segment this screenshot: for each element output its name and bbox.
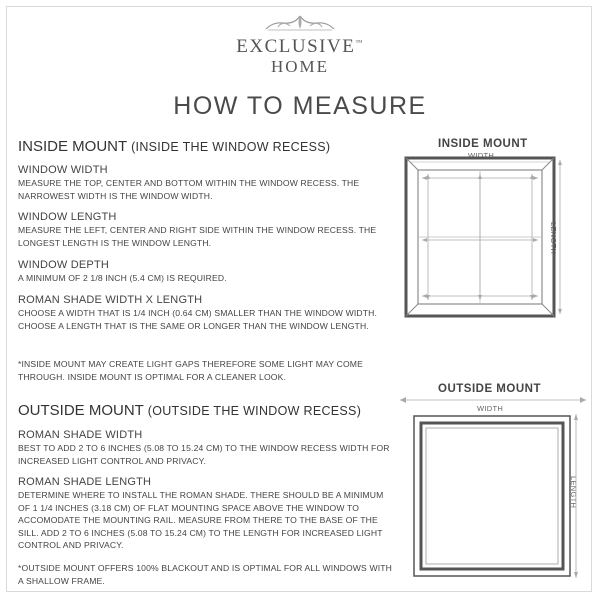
outside-diagram-length-label: LENGTH	[569, 476, 578, 509]
outside-mount-note: *OUTSIDE MOUNT OFFERS 100% BLACKOUT AND IS OPTIMAL FOR ALL WINDOWS WITH A SHALLOW FRAME.	[18, 563, 393, 586]
inside-item-window-depth: WINDOW DEPTH A MINIMUM OF 2 1/8 INCH (5.4 CM) IS REQUIRED.	[18, 259, 227, 283]
outside-item-shade-length: ROMAN SHADE LENGTH DETERMINE WHERE TO INSTALL THE ROMAN SHADE. THERE SHOULD BE A MINIMUM OF 1 1/4 INCHES (3.18 CM) OF FLAT MOUNTING SPACE ABOVE THE WINDOW TO ACCOMODATE THE MOUNTING RAIL. MEASURE FROM THERE TO THE BASE OF THE SILL. ADD 2 TO 6 INCHES (5.08 TO 15.24 CM) TO THE LENGTH FOR INCREASED LIGHT CONTROL AND PRIVACY.	[18, 476, 384, 550]
outside-mount-subheading: (OUTSIDE THE WINDOW RECESS)	[147, 404, 362, 418]
outside-item-shade-width: ROMAN SHADE WIDTH BEST TO ADD 2 TO 6 INCHES (5.08 TO 15.24 CM) TO THE WINDOW RECESS WIDTH FOR INCREASED LIGHT CONTROL AND PRIVACY.	[18, 429, 390, 466]
logo-text-line1: EXCLUSIVE™	[236, 36, 364, 57]
inside-mount-subheading: (INSIDE THE WINDOW RECESS)	[131, 140, 331, 154]
inside-mount-note: *INSIDE MOUNT MAY CREATE LIGHT GAPS THEREFORE SOME LIGHT MAY COME THROUGH. INSIDE MOUNT IS OPTIMAL FOR A CLEANER LOOK.	[18, 359, 363, 382]
inside-diagram-length-label: LENGTH	[549, 222, 558, 255]
inside-mount-heading: INSIDE MOUNT (INSIDE THE WINDOW RECESS)	[18, 138, 331, 155]
inside-diagram-title: INSIDE MOUNT	[438, 138, 528, 150]
inside-item-shade-size: ROMAN SHADE WIDTH X LENGTH CHOOSE A WIDTH THAT IS 1/4 INCH (0.64 CM) SMALLER THAN THE WINDOW WIDTH. CHOOSE A LENGTH THAT IS THE SAME OR LONGER THAN THE WINDOW LENGTH.	[18, 294, 378, 331]
inside-item-window-length: WINDOW LENGTH MEASURE THE LEFT, CENTER AND RIGHT SIDE WITHIN THE WINDOW RECESS. THE LONGEST LENGTH IS THE WINDOW LENGTH.	[18, 211, 377, 248]
outside-diagram-width-label: WIDTH	[477, 404, 504, 413]
outside-diagram-title: OUTSIDE MOUNT	[438, 383, 541, 395]
page-title: HOW TO MEASURE	[173, 92, 427, 120]
logo-text-line2: HOME	[270, 57, 330, 76]
inside-item-window-width: WINDOW WIDTH MEASURE THE TOP, CENTER AND BOTTOM WITHIN THE WINDOW RECESS. THE NARROWEST WIDTH IS THE WINDOW WIDTH.	[18, 164, 360, 201]
outside-mount-heading: OUTSIDE MOUNT (OUTSIDE THE WINDOW RECESS)	[18, 402, 362, 419]
inside-diagram-width-label: WIDTH	[468, 151, 495, 160]
